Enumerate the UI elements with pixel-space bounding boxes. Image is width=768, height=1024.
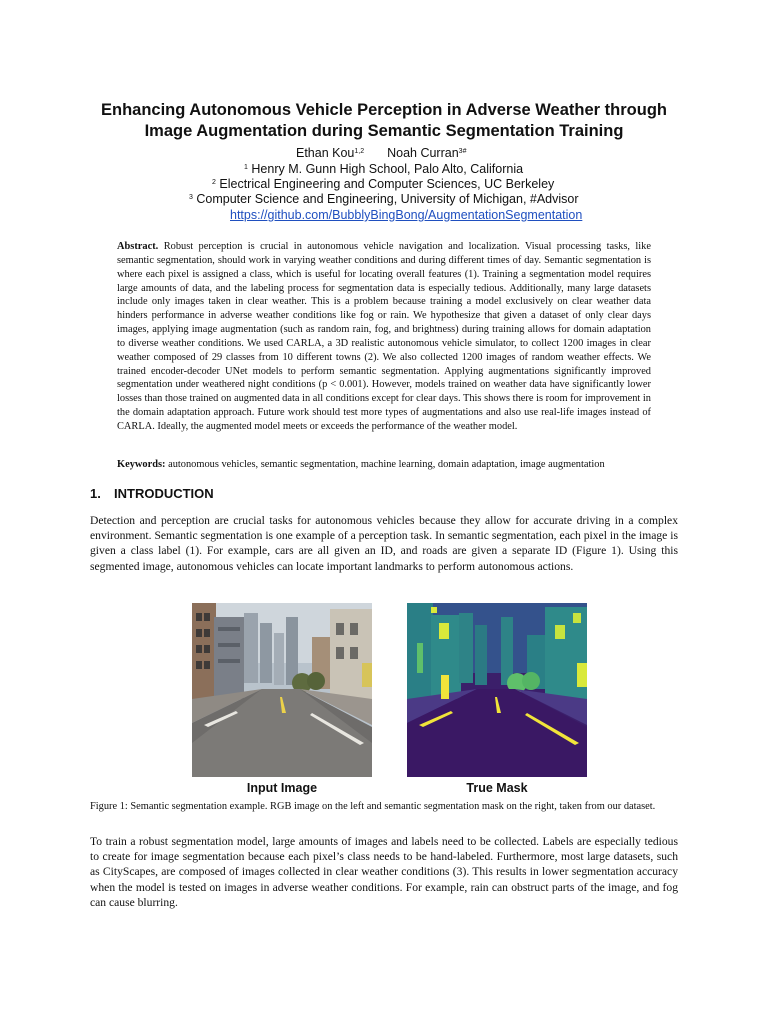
github-link[interactable]: https://github.com/BubblyBingBong/AugmentationSegmentation (230, 208, 583, 222)
title-line-2: Image Augmentation during Semantic Segmentation Training (144, 122, 624, 140)
street-scene-illustration (192, 603, 372, 777)
section-title: INTRODUCTION (114, 486, 214, 501)
figure-caption: Figure 1: Semantic segmentation example. RGB image on the left and semantic segmentation mask on the right, taken from our dataset. (90, 801, 656, 812)
figure-true-mask (407, 603, 587, 777)
affiliation-text: Electrical Engineering and Computer Sciences, UC Berkeley (219, 177, 555, 191)
keywords-text: autonomous vehicles, semantic segmentation, machine learning, domain adaptation, image augmentation (168, 459, 605, 470)
github-link-line (230, 208, 582, 222)
affiliation-superscript: 2 (212, 179, 216, 186)
affiliation-1 (244, 162, 523, 176)
abstract (117, 240, 651, 434)
author-superscript: 3# (458, 148, 467, 155)
affiliation-superscript: 1 (244, 164, 248, 171)
affiliation-text: Henry M. Gunn High School, Palo Alto, California (251, 162, 524, 176)
figure-left-label: Input Image (246, 781, 318, 795)
affiliation-2 (212, 177, 554, 191)
segmentation-mask-illustration (407, 603, 587, 777)
keywords (117, 458, 677, 471)
intro-paragraph-2: To train a robust segmentation model, large amounts of images and labels need to be collected. Labels are especially tedious to create for image segmentation because each pixel’s class needs to be hand-labeled. Furthermore, most large datasets, such as CityScapes, are composed of images collected in clear weather conditions (3). This results in lower segmentation accuracy when the model is tested on images in adverse weather conditions. For example, rain can obstruct parts of the image, and fog can cause blurring. (90, 835, 678, 909)
figure-input-image (192, 603, 372, 777)
affiliation-3 (189, 192, 579, 206)
keywords-label: Keywords: (117, 459, 166, 470)
author-line (296, 146, 466, 160)
title-line-1: Enhancing Autonomous Vehicle Perception in Adverse Weather through (101, 101, 667, 119)
section-number: 1. (90, 486, 101, 501)
figure-right-label: True Mask (466, 781, 528, 795)
affiliation-superscript: 3 (189, 194, 193, 201)
intro-paragraph-1: Detection and perception are crucial tasks for autonomous vehicles because they allow for accurate driving in a complex environment. Semantic segmentation is one example of a perception task. In semantic segmentation, each pixel in the image is given a class label (1). For example, cars are all given an ID, and roads are given a separate ID (Figure 1). Using this segmented image, autonomous vehicles can locate important landmarks to perform autonomous actions. (90, 514, 678, 573)
author-name: Ethan Kou (296, 146, 355, 160)
abstract-label: Abstract. (117, 241, 159, 252)
affiliation-text: Computer Science and Engineering, University of Michigan, #Advisor (196, 192, 579, 206)
author-name: Noah Curran (387, 146, 459, 160)
section-heading (90, 486, 214, 501)
author-superscript: 1,2 (354, 148, 365, 155)
paper-title (60, 100, 708, 142)
abstract-text: Robust perception is crucial in autonomous vehicle navigation and localization. Visual processing tasks, like semantic segmentation, should work in varying weather conditions and during different times of day. Semantic segmentation is where each pixel is assigned a class, which is useful for locating overall features (1). Training a segmentation model requires large amounts of data, and the labeling process for segmentation data is especially tedious. Additionally, many large datasets include only images taken in clear weather. This is a problem because training a model exclusively on clear weather data hinders performance in adverse weather conditions like fog or rain. We hypothesize that given a dataset of only clear days images, applying image augmentation (such as random rain, fog, and brightness) during training allows for domain adaptation to diverse weather conditions. We used CARLA, a 3D realistic autonomous vehicle simulator, to collect 1200 images in clear weather composed of 29 classes from 10 different towns (2). We also collected 1200 images of random weather effects. We trained encoder-decoder UNet models to perform semantic segmentation. Applying augmentations significantly improved segmentation under weathered night conditions (p < 0.001). However, models trained on weather data have significantly lower losses than those trained on augmented data in all conditions except for clear days. This shows there is room for improvement in the domain adaptation approach. Future work should test more types of augmentations and also use real-life images instead of CARLA. Ideally, the augmented model meets or exceeds the performance of the weather model. (117, 241, 651, 432)
